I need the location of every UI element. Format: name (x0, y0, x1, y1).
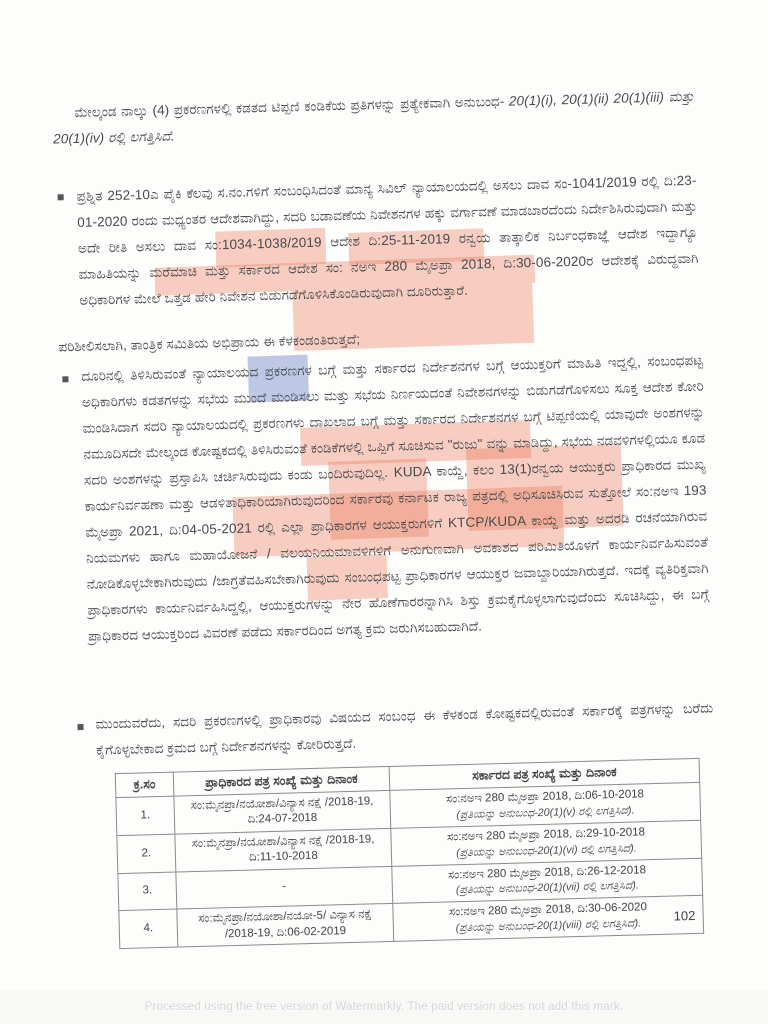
committee-opinion-heading: ಪರಿಶೀಲಿಸಲಾಗಿ, ತಾಂತ್ರಿಕ ಸಮಿತಿಯ ಅಭಿಪ್ರಾಯ ಈ ಕೆಳಕಂಡಂತಿರುತ್ತದೆ; (58, 331, 361, 355)
cell-serial: 3. (118, 872, 177, 911)
paragraph-text: ಮೇಲ್ಕಂಡ ನಾಲ್ಕು (4) ಪ್ರಕರಣಗಳಲ್ಲಿ ಕಡತದ ಟಿಪ್ಪಣಿ ಕಂಡಿಕೆಯ ಪ್ರತಿಗಳನ್ನು ಪ್ರತ್ಯೇಕವಾಗಿ ಅನುಬಂಧ- (74, 93, 505, 120)
cell-authority-letter: ಸಂ:ಮೈನಪ್ರಾ/ನಯೋಶಾ/ವಿನ್ಯಾಸ ನಕ್ಷೆ /2018-19, ದಿ:11-10-2018 (175, 828, 392, 872)
government-letter-note: (ಪ್ರತಿಯನ್ನು ಅನುಬಂಧ-20(1)(viii) ರಲ್ಲಿ ಲಗತ್ತಿಸಿದೆ). (455, 917, 642, 935)
government-letter-note: (ಪ್ರತಿಯನ್ನು ಅನುಬಂಧ-20(1)(v) ರಲ್ಲಿ ಲಗತ್ತಿಸಿದೆ). (456, 804, 635, 822)
watermarkly-footer (0, 990, 768, 1024)
cell-authority-letter: ಸಂ:ಮೈನಪ್ರಾ/ನಯೋಶಾ/ನಯೋ-5/ ವಿನ್ಯಾಸ ನಕ್ಷೆ /2018-19, ದಿ:06-02-2019 (177, 903, 394, 947)
header-serial-number: ಕ್ರ.ಸಂ (115, 772, 174, 797)
header-authority-letter: ಪ್ರಾಧಿಕಾರದ ಪತ್ರ ಸಂಖ್ಯೆ ಮತ್ತು ದಿನಾಂಕ (173, 766, 390, 796)
cell-serial: 4. (119, 909, 178, 949)
page-number: 102 (673, 907, 696, 924)
government-letter-note: (ಪ್ರತಿಯನ್ನು ಅನುಬಂಧ-20(1)(vi) ರಲ್ಲಿ ಲಗತ್ತಿಸಿದೆ). (455, 842, 637, 860)
cell-government-letter (393, 895, 704, 941)
watermarkly-footer-text: Processed using the free version of Watermarkly. The paid version does not add this mark. (144, 1001, 624, 1013)
government-letter-note: (ಪ್ರತಿಯನ್ನು ಅನುಬಂಧ-20(1)(vii) ರಲ್ಲಿ ಲಗತ್ತಿಸಿದೆ). (455, 879, 640, 897)
paragraph-continuation: ಮುಂದುವರೆದು, ಸದರಿ ಪ್ರಕರಣಗಳಲ್ಲಿ ಪ್ರಾಧಿಕಾರವು ವಿಷಯದ ಸಂಬಂಧ ಈ ಕೆಳಕಂಡ ಕೋಷ್ಟಕದಲ್ಲಿರುವಂತೆ ಸರ್ಕಾರಕ್ಕೆ ಪತ್ರಗಳನ್ನು ಬರೆದು ಕೈಗೊಳ್ಳಬೇಕಾದ ಕ್ರಮದ ಬಗ್ಗೆ ನಿರ್ದೇಶನಗಳನ್ನು ಕೋರಿರುತ್ತದೆ. (95, 700, 714, 758)
paragraph-opinion-detail: ದೂರಿನಲ್ಲಿ ತಿಳಿಸಿರುವಂತೆ ನ್ಯಾಯಾಲಯದ ಪ್ರಕರಣಗಳ ಬಗ್ಗೆ ಮತ್ತು ಸರ್ಕಾರದ ನಿರ್ದೇಶನಗಳ ಬಗ್ಗೆ ಆಯುಕ್ತರಿಗೆ ಮಾಹಿತಿ ಇದ್ದಲ್ಲಿ, ಸಂಬಂಧಪಟ್ಟ ಅಧಿಕಾರಿಗಳು ಕಡತಗಳನ್ನು ಸಭೆಯ ಮುಂದೆ ಮಂಡಿಸಲು ಮತ್ತು ಸಭೆಯ ನಿರ್ಣಯದಂತೆ ನಿವೇಶನಗಳನ್ನು ಬಿಡುಗಡೆಗೊಳಿಸಲು ಸೂಕ್ತ ಆದೇಶ ಕೋರಿ ಮಂಡಿಸಿದಾಗ ಸದರಿ ನ್ಯಾಯಾಲಯದಲ್ಲಿ ಪ್ರಕರಣಗಳು ದಾಖಲಾದ ಬಗ್ಗೆ ಮತ್ತು ಸರ್ಕಾರದ ನಿರ್ದೇಶನಗಳ ಬಗ್ಗೆ ಟಿಪ್ಪಣಿಯಲ್ಲಿ ಯಾವುದೇ ಅಂಶಗಳನ್ನು ನಮೂದಿಸದೇ ಮೇಲ್ಕಂಡ ಕೋಷ್ಟಕದಲ್ಲಿ ತಿಳಿಸಿರುವಂತೆ ಕಂಡಿಕೆಗಳಲ್ಲಿ ಒಪ್ಪಿಗೆ ಸೂಚಿಸುವ "ರುಜು" ವನ್ನು ಮಾಡಿದ್ದು, ಸಭೆಯ ನಡವಳಿಗಳಲ್ಲಿಯೂ ಕೂಡ ಸದರಿ ಅಂಶಗಳನ್ನು ಪ್ರಸ್ತಾಪಿಸಿ ಚರ್ಚಿಸಿರುವುದು ಕಂಡು ಬಂದಿರುವುದಿಲ್ಲ. KUDA ಕಾಯ್ದೆ, ಕಲಂ 13(1)ರನ್ವಯ ಆಯುಕ್ತರು ಪ್ರಾಧಿಕಾರದ ಮುಖ್ಯ ಕಾರ್ಯನಿರ್ವಹಣಾ ಮತ್ತು ಆಡಳಿತಾಧಿಕಾರಿಯಾಗಿರುವುದರಿಂದ ಸರ್ಕಾರವು ಕರ್ನಾಟಕ ರಾಜ್ಯ ಪತ್ರದಲ್ಲಿ ಅಧಿಸೂಚಿಸಿರುವ ಸುತ್ತೋಲೆ ಸಂ:ನಅಇ 193 ಮೈಅಪ್ರಾ 2021, ದಿ:04-05-2021 ರಲ್ಲಿ ಎಲ್ಲಾ ಪ್ರಾಧಿಕಾರಗಳ ಆಯುಕ್ತರುಗಳಿಗೆ KTCP/KUDA ಕಾಯ್ದೆ ಮತ್ತು ಅದರಡಿ ರಚನೆಯಾಗಿರುವ ನಿಯಮಗಳು ಹಾಗೂ ಮಹಾಯೋಜನೆ / ವಲಯನಿಯಮಾವಳಿಗಳಿಗೆ ಅನುಗುಣವಾಗಿ ಅವಕಾಶದ ಪರಿಮಿತಿಯೊಳಗೆ ಕಾರ್ಯನಿರ್ವಹಿಸುವಂತೆ ನೋಡಿಕೊಳ್ಳಬೇಕಾಗಿರುವುದು /ಜಾಗ್ರತೆವಹಿಸಬೇಕಾಗಿರುವುದು ಸಂಬಂಧಪಟ್ಟ ಪ್ರಾಧಿಕಾರಗಳ ಆಯುಕ್ತರ ಜವಾಬ್ದಾರಿಯಾಗಿರುತ್ತದೆ. ಇದಕ್ಕೆ ವ್ಯತಿರಿಕ್ತವಾಗಿ ಪ್ರಾಧಿಕಾರಗಳು ಕಾರ್ಯನಿರ್ವಹಿಸಿದ್ದಲ್ಲಿ, ಆಯುಕ್ತರುಗಳನ್ನು ನೇರ ಹೊಣೆಗಾರರನ್ನಾಗಿಸಿ ಶಿಸ್ತು ಕ್ರಮಕೈಗೊಳ್ಳಲಾಗುವುದೆಂದು ಸೂಚಿಸಿದ್ದು, ಈ ಬಗ್ಗೆ ಪ್ರಾಧಿಕಾರದ ಆಯುಕ್ತರಿಂದ ವಿವರಣೆ ಪಡೆದು ಸರ್ಕಾರದಿಂದ ಅಗತ್ಯ ಕ್ರಮ ಜರುಗಿಸಬಹುದಾಗಿದೆ. (81, 352, 710, 644)
bullet-icon (58, 194, 64, 200)
government-letter-number: ಸಂ:ನಅಇ 280 ಮೈಅಪ್ರಾ 2018, ದಿ:29-10-2018 (446, 826, 646, 844)
correspondence-table (115, 758, 704, 949)
cell-authority-letter: - (176, 866, 393, 909)
cell-authority-letter: ಸಂ:ಮೈನಪ್ರಾ/ನಯೋಶಾ/ವಿನ್ಯಾಸ ನಕ್ಷೆ /2018-19, ದಿ:24-07-2018 (174, 790, 391, 834)
paragraph-complaint: ಪ್ರಶ್ನಿತ 252-10ಎ ಪೈಕಿ ಕೆಲವು ಸ.ನಂ.ಗಳಿಗೆ ಸಂಬಂಧಿಸಿದಂತೆ ಮಾನ್ಯ ಸಿವಿಲ್ ನ್ಯಾಯಾಲಯದಲ್ಲಿ ಅಸಲು ದಾವ ಸಂ-1041/2019 ರಲ್ಲಿ ದಿ:23-01-2020 ರಂದು ಮಧ್ಯಂತರ ಆದೇಶವಾಗಿದ್ದು, ಸದರಿ ಬಡಾವಣೆಯ ನಿವೇಶನಗಳ ಹಕ್ಕು ವರ್ಗಾವಣೆ ಮಾಡಬಾರದೆಂದು ನಿರ್ದೇಶಿಸಿರುವುದಾಗಿ ಮತ್ತು ಅದೇ ರೀತಿ ಅಸಲು ದಾವ ಸಂ:1034-1038/2019 ಆದೇಶ ದಿ:25-11-2019 ರನ್ವಯ ತಾತ್ಕಾಲಿಕ ನಿರ್ಬಂಧಕಾಜ್ಞೆ ಆದೇಶ ಇದ್ದಾಗ್ಯೂ ಮಾಹಿತಿಯನ್ನು ಮರೆಮಾಚಿ ಮತ್ತು ಸರ್ಕಾರದ ಆದೇಶ ಸಂ: ನಅಇ 280 ಮೈಅಪ್ರಾ 2018, ದಿ:30-06-2020ರ ಆದೇಶಕ್ಕೆ ವಿರುದ್ಧವಾಗಿ ಅಧಿಕಾರಿಗಳ ಮೇಲೆ ಒತ್ತಡ ಹೇರಿ ನಿವೇಶನ ಬಿಡುಗಡೆಗೊಳಿಸಿಕೊಂಡಿರುವುದಾಗಿ ದೂರಿರುತ್ತಾರೆ. (76, 172, 699, 308)
bullet-icon (77, 724, 83, 730)
annexure-references: 20(1)(i), 20(1)(ii) 20(1)(iii) ಮತ್ತು 20(1)(iv) ರಲ್ಲಿ ಲಗತ್ತಿಸಿದೆ. (52, 88, 695, 147)
government-letter-number: ಸಂ:ನಅಇ 280 ಮೈಅಪ್ರಾ 2018, ದಿ:30-06-2020 (448, 901, 648, 919)
bullet-icon (62, 376, 68, 382)
header-government-letter: ಸರ್ಕಾರದ ಪತ್ರ ಸಂಖ್ಯೆ ಮತ್ತು ದಿನಾಂಕ (389, 758, 700, 790)
cell-serial: 1. (116, 796, 175, 836)
government-letter-number: ಸಂ:ನಅಇ 280 ಮೈಅಪ್ರಾ 2018, ದಿ:06-10-2018 (445, 788, 645, 806)
cell-serial: 2. (117, 834, 176, 874)
government-letter-number: ಸಂ:ನಅಇ 280 ಮೈಅಪ್ರಾ 2018, ದಿ:26-12-2018 (447, 864, 647, 882)
paragraph-annexure-note (52, 84, 695, 153)
